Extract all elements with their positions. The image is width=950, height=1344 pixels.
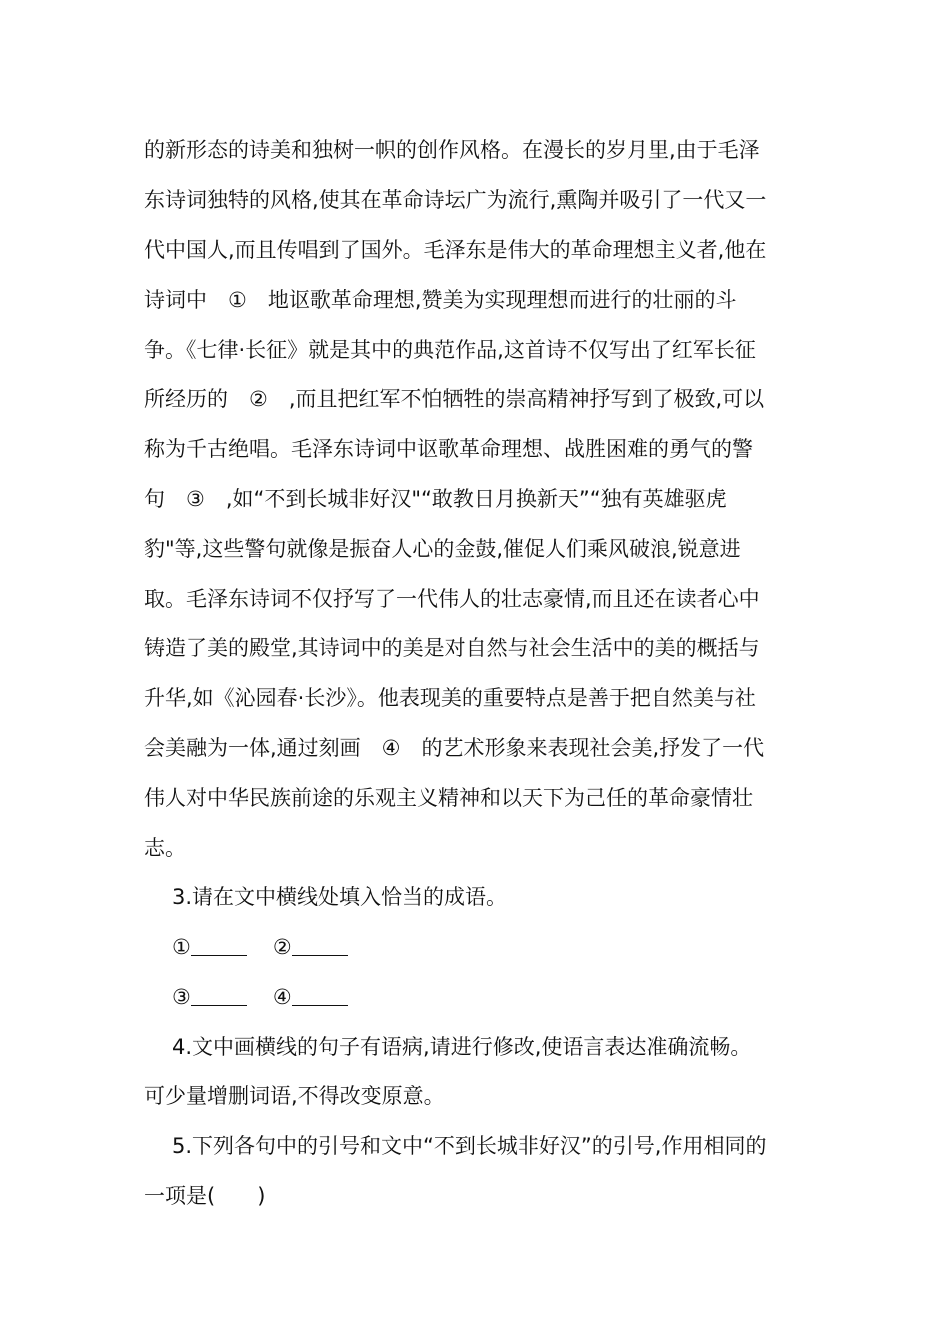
passage-line: 句 ③ ,如“不到长城非好汉"“敢教日月换新天”“独有英雄驱虎 bbox=[144, 487, 727, 511]
passage-line: 志。 bbox=[144, 836, 186, 860]
answer-blank-4[interactable] bbox=[292, 985, 348, 1006]
passage-line: 豹"等,这些警句就像是振奋人心的金鼓,催促人们乘风破浪,锐意进 bbox=[144, 537, 741, 561]
question-5-line-1: 5.下列各句中的引号和文中“不到长城非好汉”的引号,作用相同的 bbox=[172, 1134, 767, 1158]
passage-line: 诗词中 ① 地讴歌革命理想,赞美为实现理想而进行的壮丽的斗 bbox=[144, 288, 737, 312]
passage-line: 取。毛泽东诗词不仅抒写了一代伟人的壮志豪情,而且还在读者心中 bbox=[144, 587, 760, 611]
question-4-line-1: 4.文中画横线的句子有语病,请进行修改,使语言表达准确流畅。 bbox=[172, 1035, 752, 1059]
passage-line: 称为千古绝唱。毛泽东诗词中讴歌革命理想、战胜困难的勇气的警 bbox=[144, 437, 753, 461]
passage-line: 争。《七律·长征》就是其中的典范作品,这首诗不仅写出了红军长征 bbox=[144, 338, 756, 362]
question-3-answer-row-1 bbox=[172, 933, 374, 961]
question-5-line-2: 一项是( ) bbox=[144, 1184, 266, 1208]
answer-blank-1[interactable] bbox=[191, 935, 247, 956]
blank-label-2: ② bbox=[272, 935, 292, 959]
passage-line: 东诗词独特的风格,使其在革命诗坛广为流行,熏陶并吸引了一代又一 bbox=[144, 188, 767, 212]
passage-line: 铸造了美的殿堂,其诗词中的美是对自然与社会生活中的美的概括与 bbox=[144, 636, 760, 660]
passage-line: 代中国人,而且传唱到了国外。毛泽东是伟大的革命理想主义者,他在 bbox=[144, 238, 767, 262]
answer-blank-3[interactable] bbox=[191, 985, 247, 1006]
passage-line: 伟人对中华民族前途的乐观主义精神和以天下为己任的革命豪情壮 bbox=[144, 786, 753, 810]
question-4-line-2: 可少量增删词语,不得改变原意。 bbox=[144, 1084, 445, 1108]
blank-label-4: ④ bbox=[272, 985, 292, 1009]
passage-line: 所经历的 ② ,而且把红军不怕牺牲的崇高精神抒写到了极致,可以 bbox=[144, 387, 765, 411]
passage-line: 的新形态的诗美和独树一帜的创作风格。在漫长的岁月里,由于毛泽 bbox=[144, 138, 760, 162]
passage-line: 会美融为一体,通过刻画 ④ 的艺术形象来表现社会美,抒发了一代 bbox=[144, 736, 765, 760]
passage-line: 升华,如《沁园春·长沙》。他表现美的重要特点是善于把自然美与社 bbox=[144, 686, 756, 710]
question-3-prompt: 3.请在文中横线处填入恰当的成语。 bbox=[172, 885, 508, 909]
blank-label-1: ① bbox=[172, 935, 191, 959]
question-3-answer-row-2 bbox=[172, 983, 374, 1011]
blank-label-3: ③ bbox=[172, 985, 191, 1009]
answer-blank-2[interactable] bbox=[292, 935, 348, 956]
